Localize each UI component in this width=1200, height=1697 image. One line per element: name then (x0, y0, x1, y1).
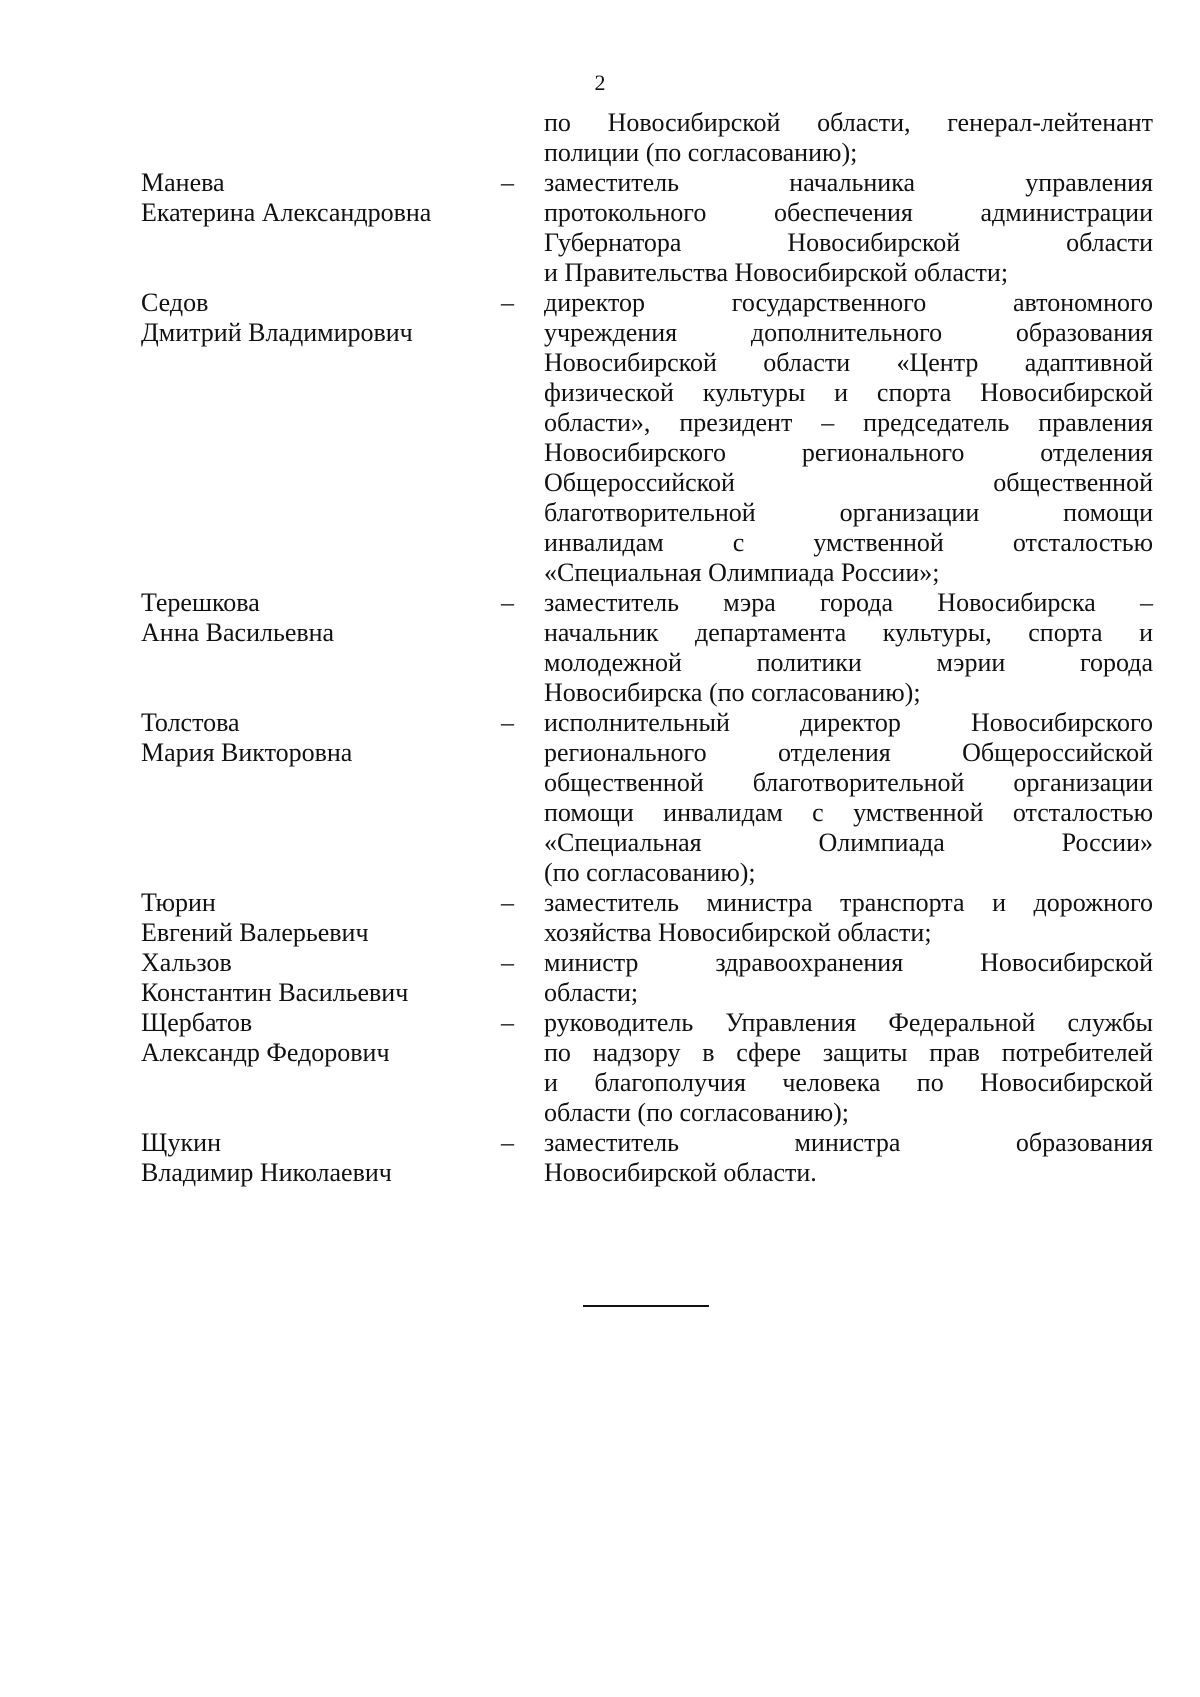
dash-separator: – (501, 708, 514, 737)
description-line: полиции (по согласованию); (544, 138, 858, 167)
member-position (544, 288, 1153, 588)
position-line: области (по согласованию); (544, 1098, 850, 1127)
position-line: молодежной политики мэрии города (544, 648, 1153, 677)
member-given-names: Евгений Валерьевич (141, 918, 369, 947)
position-line: и благополучия человека по Новосибирской (544, 1068, 1153, 1097)
position-line: учреждения дополнительного образования (544, 318, 1153, 347)
position-line: директор государственного автономного (544, 288, 1153, 317)
member-surname: Щукин (141, 1128, 222, 1157)
position-line: Новосибирской области «Центр адаптивной (544, 348, 1153, 377)
member-name (141, 948, 496, 1008)
position-line: (по согласованию); (544, 858, 756, 887)
position-line: министр здравоохранения Новосибирской (544, 948, 1153, 977)
member-entry (141, 288, 1153, 588)
position-line: области», президент – председатель правления (544, 408, 1153, 437)
member-name (141, 588, 496, 648)
position-line: общественной благотворительной организации (544, 768, 1153, 797)
member-position (544, 588, 1153, 708)
member-position (544, 888, 1153, 948)
dash-separator: – (501, 288, 514, 317)
dash-separator: – (501, 168, 514, 197)
position-line: протокольного обеспечения администрации (544, 198, 1153, 227)
dash-separator: – (501, 888, 514, 917)
member-entry (141, 588, 1153, 708)
member-surname: Тюрин (141, 888, 216, 917)
member-surname: Терешкова (141, 588, 260, 617)
member-position (544, 168, 1153, 288)
position-line: исполнительный директор Новосибирского (544, 708, 1153, 737)
member-surname: Хальзов (141, 948, 232, 977)
member-given-names: Владимир Николаевич (141, 1158, 392, 1187)
member-name (141, 168, 496, 228)
member-name (141, 708, 496, 768)
position-line: Губернатора Новосибирской области (544, 228, 1153, 257)
member-list (141, 108, 1153, 1188)
member-position (544, 948, 1153, 1008)
dash-separator: – (501, 948, 514, 977)
position-line: заместитель мэра города Новосибирска – (544, 588, 1153, 617)
continued-description (544, 108, 1153, 168)
position-line: по надзору в сфере защиты прав потребителей (544, 1038, 1153, 1067)
member-given-names: Екатерина Александровна (141, 198, 432, 227)
member-surname: Толстова (141, 708, 240, 737)
dash-separator: – (501, 1008, 514, 1037)
member-surname: Щербатов (141, 1008, 253, 1037)
position-line: Новосибирского регионального отделения (544, 438, 1153, 467)
member-name (141, 1128, 496, 1188)
member-position (544, 708, 1153, 888)
position-line: заместитель начальника управления (544, 168, 1153, 197)
entries (141, 168, 1153, 1188)
closing-rule (583, 1305, 709, 1307)
member-entry (141, 168, 1153, 288)
position-line: Новосибирска (по согласованию); (544, 678, 921, 707)
member-given-names: Дмитрий Владимирович (141, 318, 413, 347)
position-line: хозяйства Новосибирской области; (544, 918, 932, 947)
position-line: заместитель министра транспорта и дорожного (544, 888, 1153, 917)
member-surname: Манева (141, 168, 225, 197)
position-line: физической культуры и спорта Новосибирской (544, 378, 1153, 407)
description-line: по Новосибирской области, генерал-лейтенант (544, 108, 1153, 137)
page-number: 2 (594, 70, 606, 95)
position-line: помощи инвалидам с умственной отсталостью (544, 798, 1153, 827)
dash-separator: – (501, 1128, 514, 1157)
member-given-names: Анна Васильевна (141, 618, 335, 647)
position-line: заместитель министра образования (544, 1128, 1153, 1157)
member-name (141, 888, 496, 948)
position-line: области; (544, 978, 639, 1007)
member-given-names: Константин Васильевич (141, 978, 409, 1007)
member-entry (141, 888, 1153, 948)
position-line: Общероссийской общественной (544, 468, 1153, 497)
position-line: Новосибирской области. (544, 1158, 817, 1187)
member-name (141, 288, 496, 348)
position-line: и Правительства Новосибирской области; (544, 258, 1009, 287)
member-given-names: Александр Федорович (141, 1038, 390, 1067)
position-line: регионального отделения Общероссийской (544, 738, 1153, 767)
member-name (141, 1008, 496, 1068)
member-surname: Седов (141, 288, 209, 317)
member-entry (141, 948, 1153, 1008)
member-position (544, 1128, 1153, 1188)
member-entry (141, 1008, 1153, 1128)
member-entry (141, 708, 1153, 888)
position-line: «Специальная Олимпиада России» (544, 828, 1153, 857)
position-line: благотворительной организации помощи (544, 498, 1153, 527)
member-entry (141, 1128, 1153, 1188)
position-line: инвалидам с умственной отсталостью (544, 528, 1153, 557)
dash-separator: – (501, 588, 514, 617)
position-line: руководитель Управления Федеральной службы (544, 1008, 1153, 1037)
member-position (544, 1008, 1153, 1128)
position-line: начальник департамента культуры, спорта и (544, 618, 1153, 647)
member-given-names: Мария Викторовна (141, 738, 353, 767)
position-line: «Специальная Олимпиада России»; (544, 558, 940, 587)
